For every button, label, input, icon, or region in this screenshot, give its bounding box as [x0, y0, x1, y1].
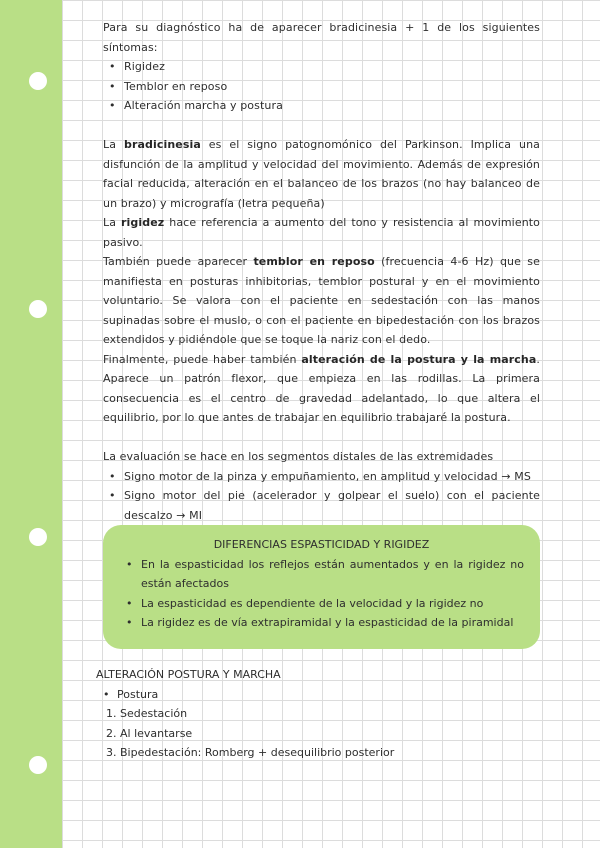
list-item: 1. Sedestación	[106, 707, 188, 720]
note-content	[103, 18, 540, 525]
diferencias-list	[120, 555, 524, 633]
list-item: • Signo motor de la pinza y empuñamiento, en amplitud y velocidad → MS	[103, 467, 540, 487]
list-item: • Postura	[96, 685, 536, 705]
alteracion-term: alteración de la postura y la marcha	[301, 352, 537, 366]
list-item: 2. Al levantarse	[106, 726, 193, 740]
list-item: • Alteración marcha y postura	[103, 96, 540, 116]
binder-hole	[29, 300, 47, 318]
callout-title: DIFERENCIAS ESPASTICIDAD Y RIGIDEZ	[213, 538, 430, 551]
intro-lead: Para su diagnóstico ha de aparecer bradicinesia + 1 de los siguientes síntomas:	[103, 21, 540, 54]
symptom-list	[103, 57, 540, 116]
list-item: • La rigidez es de vía extrapiramidal y la espasticidad de la piramidal	[120, 613, 524, 633]
alteracion-paragraph: Finalmente, puede haber también alteración de la postura y la marcha. Aparece un patrón flexor, que empieza en las rodillas. La primera consecuencia es el centro de gravedad adelantado, lo que altera el equilibrio, por lo que antes de trabajar en equilibrio trabajaré la postura.	[103, 352, 540, 424]
binder-hole	[29, 756, 47, 774]
postura-list	[96, 685, 536, 705]
evaluacion-lead: La evaluación se hace en los segmentos distales de las extremidades	[103, 450, 494, 463]
section-title: ALTERACIÓN POSTURA Y MARCHA	[96, 668, 281, 681]
bradicinesia-term: bradicinesia	[123, 138, 201, 151]
postura-steps	[96, 704, 536, 763]
diferencias-callout	[103, 525, 540, 649]
rigidez-term: rigidez	[121, 216, 165, 229]
bradicinesia-paragraph: La bradicinesia es el signo patognomónico del Parkinson. Implica una disfunción de la amplitud y velocidad del movimiento. Además de expresión facial reducida, alteración en el balanceo de los brazos (no hay balanceo de un brazo) y micrografía (letra pequeña)	[103, 138, 540, 210]
postura-marcha-section	[96, 665, 536, 763]
list-item: • Signo motor del pie (acelerador y golpear el suelo) con el paciente descalzo → MI	[103, 486, 540, 525]
list-item: 3. Bipedestación: Romberg + desequilibrio posterior	[106, 746, 395, 759]
list-item: • La espasticidad es dependiente de la velocidad y la rigidez no	[120, 594, 524, 614]
list-item: • En la espasticidad los reflejos están aumentados y en la rigidez no están afectados	[120, 555, 524, 594]
temblor-paragraph: También puede aparecer temblor en reposo (frecuencia 4-6 Hz) que se manifiesta en posturas inhibitorias, temblor postural y en el movimiento voluntario. Se valora con el paciente en sedestación con las manos supinadas sobre el muslo, o con el paciente en bipedestación con los brazos extendidos y pidiéndole que se toque la nariz con el dedo.	[103, 255, 540, 346]
list-item: • Temblor en reposo	[103, 77, 540, 97]
rigidez-paragraph: La rigidez hace referencia a aumento del tono y resistencia al movimiento pasivo.	[103, 216, 541, 249]
binder-strip	[0, 0, 62, 848]
binder-hole	[29, 72, 47, 90]
binder-hole	[29, 528, 47, 546]
temblor-term: temblor en reposo	[253, 255, 375, 268]
list-item: • Rigidez	[103, 57, 540, 77]
evaluacion-list	[103, 467, 540, 526]
